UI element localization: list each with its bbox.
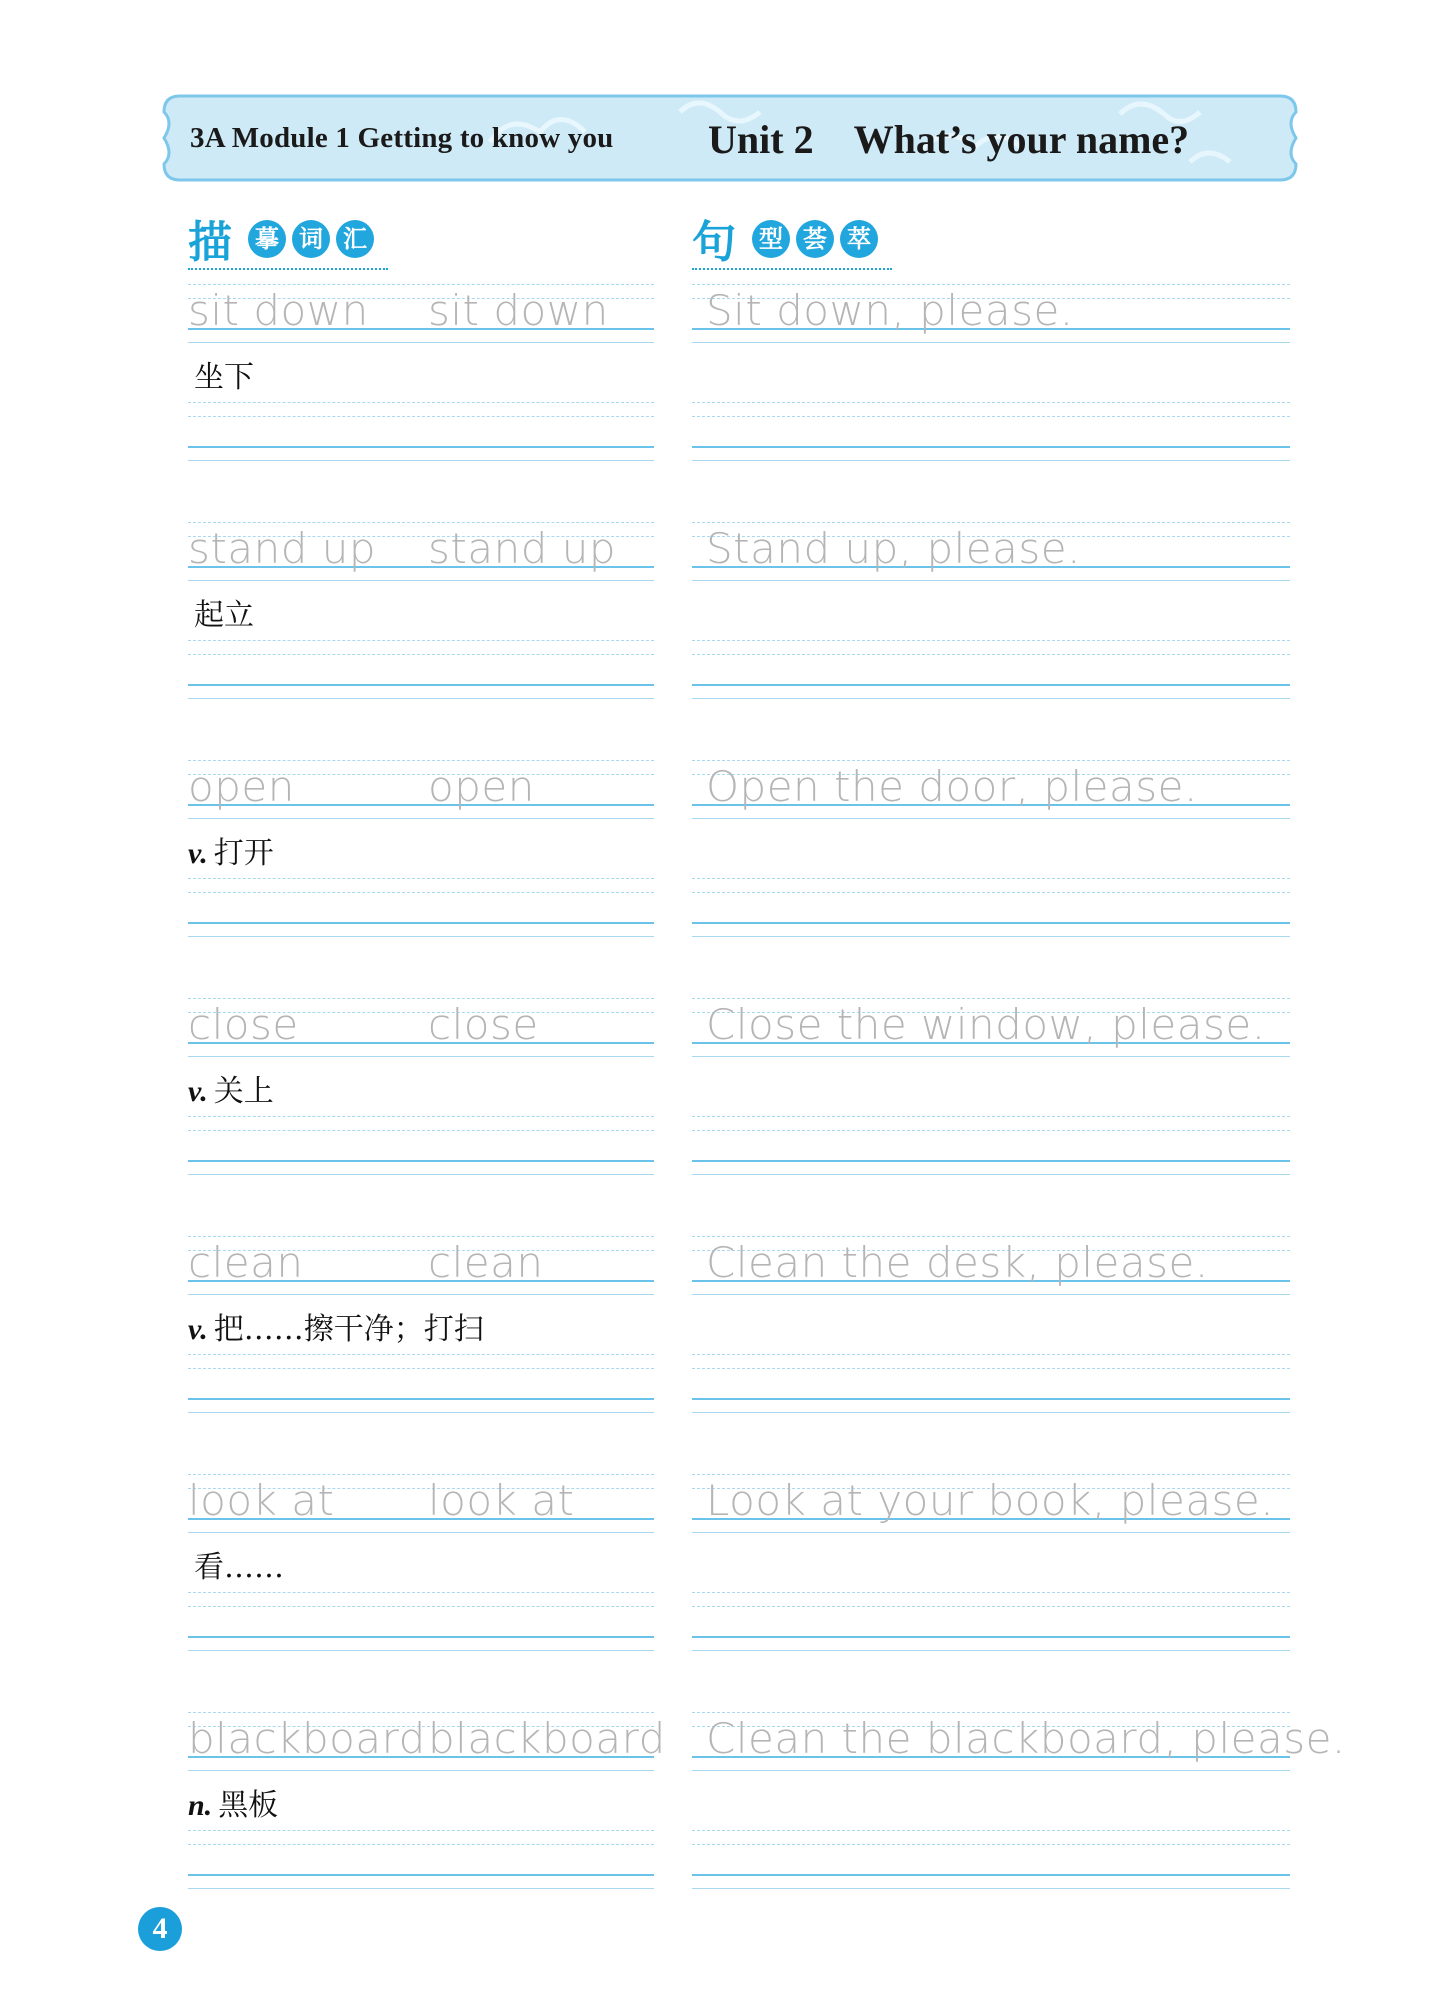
guide-line: [692, 1874, 1290, 1876]
guide-line: [692, 416, 1290, 417]
guide-line: [188, 1294, 654, 1295]
vocab-heading-underline: [188, 268, 388, 270]
module-title: 3A Module 1 Getting to know you: [190, 122, 614, 154]
guide-line: [188, 1174, 654, 1175]
vocab-practice-line[interactable]: [188, 1116, 654, 1162]
vocab-meaning: [188, 1066, 274, 1110]
sentence-heading: [692, 206, 912, 270]
vocab-meaning: [188, 1542, 284, 1586]
guide-line: [692, 1116, 1290, 1117]
vocab-heading-circle-1: 摹: [248, 220, 286, 258]
vocab-trace-word-repeat: open: [428, 762, 535, 811]
guide-line: [692, 1770, 1290, 1771]
guide-line: [188, 654, 654, 655]
sentence-practice-line[interactable]: [692, 402, 1290, 448]
vocab-meaning: [188, 1780, 278, 1824]
part-of-speech: n.: [188, 1789, 213, 1822]
guide-line: [692, 818, 1290, 819]
guide-line: [188, 446, 654, 448]
sentence-practice-line[interactable]: [692, 1354, 1290, 1400]
sentence-heading-circle-3: 萃: [840, 220, 878, 258]
sentence-heading-circle-2: 荟: [796, 220, 834, 258]
guide-line: [692, 460, 1290, 461]
guide-line: [692, 1636, 1290, 1638]
guide-line: [692, 1712, 1290, 1713]
guide-line: [692, 1056, 1290, 1057]
sentence-heading-underline: [692, 268, 892, 270]
vocab-heading-char: 描: [188, 217, 232, 268]
guide-line: [188, 416, 654, 417]
guide-line: [692, 684, 1290, 686]
guide-line: [692, 892, 1290, 893]
part-of-speech: v.: [188, 1313, 208, 1346]
vocab-trace-word: stand up: [188, 524, 376, 573]
guide-line: [692, 1354, 1290, 1355]
unit-label: Unit 2: [708, 117, 814, 162]
vocab-meaning: [188, 590, 254, 634]
guide-line: [692, 1474, 1290, 1475]
header-banner: [160, 92, 1300, 184]
guide-line: [692, 1532, 1290, 1533]
vocab-trace-word-repeat: blackboard: [428, 1714, 666, 1763]
vocab-trace-word-repeat: stand up: [428, 524, 616, 573]
vocab-practice-line[interactable]: [188, 1592, 654, 1638]
sentence-trace: Look at your book, please.: [706, 1476, 1275, 1525]
vocab-meaning: [188, 828, 274, 872]
guide-line: [188, 760, 654, 761]
meaning-text: 黑板: [218, 1788, 279, 1823]
vocab-practice-line[interactable]: [188, 1830, 654, 1876]
guide-line: [692, 998, 1290, 999]
guide-line: [692, 1236, 1290, 1237]
vocab-trace-word: open: [188, 762, 295, 811]
guide-line: [188, 1636, 654, 1638]
guide-line: [188, 1056, 654, 1057]
unit-title: [708, 116, 1189, 163]
part-of-speech: v.: [188, 1075, 208, 1108]
guide-line: [188, 1368, 654, 1369]
guide-line: [188, 1236, 654, 1237]
guide-line: [188, 402, 654, 403]
guide-line: [188, 1874, 654, 1876]
guide-line: [692, 522, 1290, 523]
guide-line: [692, 1650, 1290, 1651]
vocab-practice-line[interactable]: [188, 402, 654, 448]
guide-line: [188, 580, 654, 581]
guide-line: [692, 1592, 1290, 1593]
vocab-trace-word-repeat: close: [428, 1000, 539, 1049]
meaning-text: 起立: [194, 598, 254, 633]
vocab-practice-line[interactable]: [188, 640, 654, 686]
guide-line: [692, 1606, 1290, 1607]
unit-name: What’s your name?: [853, 117, 1190, 162]
sentence-trace: Close the window, please.: [706, 1000, 1266, 1049]
guide-line: [188, 1888, 654, 1889]
guide-line: [188, 1650, 654, 1651]
sentence-trace: Clean the blackboard, please.: [706, 1714, 1346, 1763]
vocab-trace-word-repeat: look at: [428, 1476, 575, 1525]
vocab-practice-line[interactable]: [188, 878, 654, 924]
sentence-practice-line[interactable]: [692, 1116, 1290, 1162]
guide-line: [188, 1116, 654, 1117]
guide-line: [188, 522, 654, 523]
guide-line: [692, 1844, 1290, 1845]
sentence-trace: Open the door, please.: [706, 762, 1198, 811]
guide-line: [188, 460, 654, 461]
part-of-speech: v.: [188, 837, 208, 870]
guide-line: [188, 1398, 654, 1400]
vocab-trace-word: clean: [188, 1238, 304, 1287]
guide-line: [188, 1474, 654, 1475]
meaning-text: 把……擦干净；打扫: [213, 1312, 484, 1347]
sentence-practice-line[interactable]: [692, 640, 1290, 686]
guide-line: [188, 878, 654, 879]
guide-line: [692, 1160, 1290, 1162]
vocab-heading-circle-2: 词: [292, 220, 330, 258]
guide-line: [188, 1830, 654, 1831]
page-number: 4: [138, 1907, 182, 1951]
guide-line: [188, 892, 654, 893]
guide-line: [188, 998, 654, 999]
vocab-trace-word: blackboard: [188, 1714, 426, 1763]
guide-line: [692, 654, 1290, 655]
vocab-trace-word: look at: [188, 1476, 335, 1525]
guide-line: [692, 1130, 1290, 1131]
guide-line: [692, 878, 1290, 879]
guide-line: [188, 818, 654, 819]
guide-line: [188, 1412, 654, 1413]
guide-line: [188, 1606, 654, 1607]
sentence-practice-line[interactable]: [692, 1830, 1290, 1876]
guide-line: [188, 698, 654, 699]
guide-line: [692, 698, 1290, 699]
sentence-heading-circle-1: 型: [752, 220, 790, 258]
meaning-text: 坐下: [194, 360, 254, 395]
vocab-trace-word-repeat: sit down: [428, 286, 609, 335]
guide-line: [692, 580, 1290, 581]
sentence-trace: Sit down, please.: [706, 286, 1074, 335]
guide-line: [692, 1398, 1290, 1400]
meaning-text: 打开: [213, 836, 274, 871]
guide-line: [692, 922, 1290, 924]
guide-line: [188, 922, 654, 924]
guide-line: [692, 1368, 1290, 1369]
vocab-trace-word: sit down: [188, 286, 369, 335]
guide-line: [188, 1130, 654, 1131]
vocab-heading-circle-3: 汇: [336, 220, 374, 258]
guide-line: [692, 760, 1290, 761]
guide-line: [188, 1532, 654, 1533]
meaning-text: 关上: [213, 1074, 274, 1109]
guide-line: [692, 1830, 1290, 1831]
guide-line: [692, 1174, 1290, 1175]
guide-line: [188, 640, 654, 641]
guide-line: [188, 1592, 654, 1593]
sentence-practice-line[interactable]: [692, 878, 1290, 924]
vocab-trace-word: close: [188, 1000, 299, 1049]
guide-line: [188, 284, 654, 285]
vocab-heading: [188, 206, 408, 270]
guide-line: [692, 1412, 1290, 1413]
guide-line: [188, 1160, 654, 1162]
guide-line: [188, 684, 654, 686]
vocab-meaning: [188, 1304, 484, 1348]
sentence-practice-line[interactable]: [692, 1592, 1290, 1638]
sentence-trace: Clean the desk, please.: [706, 1238, 1209, 1287]
sentence-trace: Stand up, please.: [706, 524, 1081, 573]
guide-line: [188, 342, 654, 343]
guide-line: [188, 1354, 654, 1355]
guide-line: [692, 1888, 1290, 1889]
vocab-trace-word-repeat: clean: [428, 1238, 544, 1287]
guide-line: [692, 446, 1290, 448]
guide-line: [692, 1294, 1290, 1295]
guide-line: [188, 1844, 654, 1845]
guide-line: [692, 936, 1290, 937]
sentence-heading-char: 句: [692, 217, 736, 268]
guide-line: [188, 1712, 654, 1713]
guide-line: [692, 342, 1290, 343]
guide-line: [692, 640, 1290, 641]
vocab-meaning: [188, 352, 254, 396]
vocab-practice-line[interactable]: [188, 1354, 654, 1400]
guide-line: [188, 1770, 654, 1771]
guide-line: [188, 936, 654, 937]
meaning-text: 看……: [194, 1550, 284, 1585]
guide-line: [692, 402, 1290, 403]
guide-line: [692, 284, 1290, 285]
